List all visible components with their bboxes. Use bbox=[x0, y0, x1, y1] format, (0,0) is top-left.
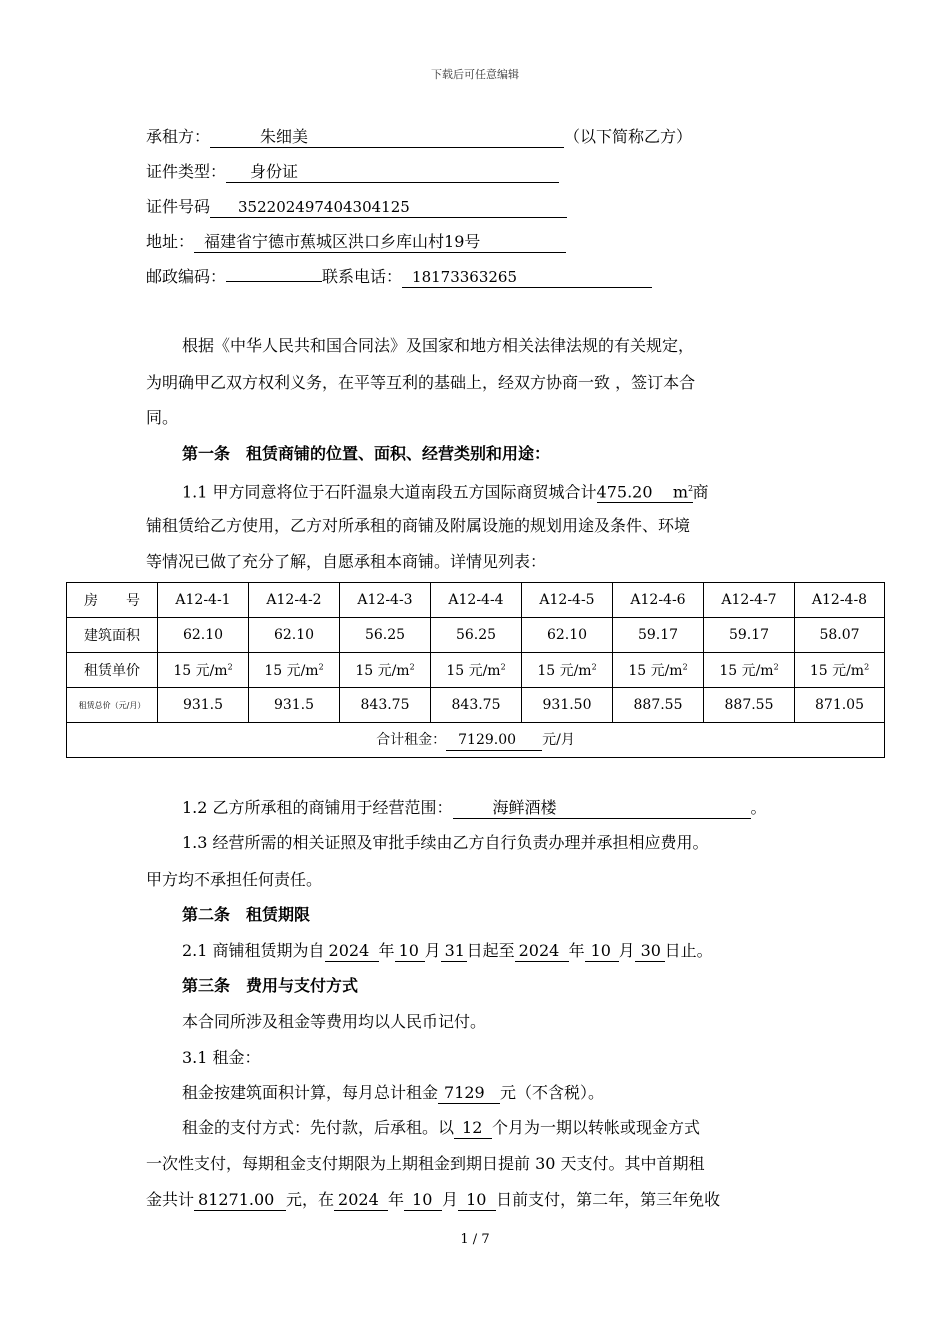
price-cell bbox=[613, 653, 704, 688]
tenant-name: 朱细美 bbox=[210, 127, 564, 148]
total-cell: 931.50 bbox=[522, 688, 613, 723]
article-1-2-tail: 。 bbox=[750, 798, 767, 817]
sum-value: 7129.00 bbox=[446, 730, 542, 751]
price-text: 15 元/m bbox=[537, 663, 592, 679]
area-total-value: 475.20 bbox=[596, 482, 653, 502]
price-sup: 2 bbox=[591, 662, 597, 672]
end-day: 30 bbox=[635, 941, 665, 962]
price-text: 15 元/m bbox=[264, 663, 319, 679]
price-cell bbox=[158, 653, 249, 688]
total-cell: 931.5 bbox=[158, 688, 249, 723]
area-cell: 56.25 bbox=[340, 618, 431, 653]
address-line bbox=[146, 231, 566, 253]
total-cell: 871.05 bbox=[795, 688, 885, 723]
first-total-mid: 元，在 bbox=[286, 1190, 335, 1209]
price-text: 15 元/m bbox=[355, 663, 410, 679]
area-unit-sup: 2 bbox=[688, 484, 694, 493]
month-char: 月 bbox=[618, 941, 635, 960]
area-total bbox=[597, 479, 693, 503]
contact-line bbox=[146, 266, 652, 288]
article-1-1-line-3: 等情况已做了充分了解，自愿承租本商铺。详情见列表： bbox=[146, 552, 547, 571]
area-cell: 59.17 bbox=[613, 618, 704, 653]
payment-text: 租金的支付方式：先付款，后承租。以 bbox=[182, 1118, 455, 1137]
tenant-label: 承租方： bbox=[146, 127, 211, 146]
term-mid: 日起至 bbox=[466, 941, 515, 960]
address-label: 地址： bbox=[146, 232, 195, 251]
id-no-line bbox=[146, 196, 567, 218]
price-sup: 2 bbox=[682, 662, 688, 672]
id-type-line bbox=[146, 161, 559, 183]
pay-month: 10 bbox=[404, 1190, 442, 1211]
page-header: 下载后可任意编辑 bbox=[431, 68, 519, 81]
month-char: 月 bbox=[424, 941, 441, 960]
month-char: 月 bbox=[442, 1190, 459, 1209]
area-unit: m bbox=[672, 482, 689, 502]
price-sup: 2 bbox=[227, 662, 233, 672]
article-2-title: 第二条 租赁期限 bbox=[182, 905, 311, 924]
area-cell: 62.10 bbox=[522, 618, 613, 653]
total-cell: 887.55 bbox=[704, 688, 795, 723]
article-1-title: 第一条 租赁商铺的位置、面积、经营类别和用途： bbox=[182, 444, 551, 463]
table-row-areas bbox=[67, 618, 885, 653]
total-cell: 887.55 bbox=[613, 688, 704, 723]
address-value: 福建省宁德市蕉城区洪口乡库山村19号 bbox=[194, 232, 566, 253]
room-cell: A12-4-6 bbox=[613, 583, 704, 618]
room-cell: A12-4-4 bbox=[431, 583, 522, 618]
price-text: 15 元/m bbox=[719, 663, 774, 679]
article-1-2 bbox=[182, 797, 767, 819]
room-cell: A12-4-5 bbox=[522, 583, 613, 618]
sum-unit: 元/月 bbox=[542, 732, 575, 748]
article-3-line-5: 一次性支付，每期租金支付期限为上期租金到期日提前 30 天支付。其中首期租 bbox=[146, 1154, 705, 1173]
monthly-rent: 7129 bbox=[438, 1083, 500, 1104]
price-cell bbox=[431, 653, 522, 688]
pay-year: 2024 bbox=[334, 1190, 388, 1211]
year-char: 年 bbox=[378, 941, 395, 960]
row-label-area: 建筑面积 bbox=[67, 618, 158, 653]
price-sup: 2 bbox=[864, 662, 870, 672]
price-text: 15 元/m bbox=[628, 663, 683, 679]
table-row-sum bbox=[67, 723, 885, 758]
price-cell bbox=[522, 653, 613, 688]
sum-label: 合计租金： bbox=[376, 732, 447, 748]
payment-tail: 个月为一期以转帐或现金方式 bbox=[492, 1118, 701, 1137]
article-1-1-text: 1.1 甲方同意将位于石阡温泉大道南段五方国际商贸城合计 bbox=[182, 482, 597, 502]
year-char: 年 bbox=[568, 941, 585, 960]
tenant-line bbox=[146, 126, 692, 148]
room-cell: A12-4-1 bbox=[158, 583, 249, 618]
row-label-room: 房 号 bbox=[67, 583, 158, 618]
total-cell: 843.75 bbox=[340, 688, 431, 723]
total-cell: 843.75 bbox=[431, 688, 522, 723]
table-row-prices bbox=[67, 653, 885, 688]
payment-months: 12 bbox=[454, 1118, 492, 1139]
article-1-1-tail: 商 bbox=[692, 482, 709, 502]
price-text: 15 元/m bbox=[809, 663, 865, 679]
row-label-total: 租赁总价（元/月） bbox=[67, 688, 158, 723]
pay-day: 10 bbox=[458, 1190, 496, 1211]
monthly-rent-text: 租金按建筑面积计算，每月总计租金 bbox=[182, 1083, 439, 1102]
id-no-value: 352202497404304125 bbox=[210, 197, 567, 218]
article-3-line-1: 本合同所涉及租金等费用均以人民币记付。 bbox=[182, 1012, 487, 1031]
row-label-price: 租赁单价 bbox=[67, 653, 158, 688]
article-1-3-line-2: 甲方均不承担任何责任。 bbox=[146, 870, 323, 889]
price-text: 15 元/m bbox=[446, 663, 501, 679]
start-day: 31 bbox=[441, 941, 467, 962]
price-sup: 2 bbox=[318, 662, 324, 672]
room-cell: A12-4-7 bbox=[704, 583, 795, 618]
table-row-totals bbox=[67, 688, 885, 723]
intro-line-1: 根据《中华人民共和国合同法》及国家和地方相关法律法规的有关规定， bbox=[182, 336, 695, 355]
business-scope: 海鲜酒楼 bbox=[453, 798, 751, 819]
term-text: 2.1 商铺租赁期为自 bbox=[182, 941, 325, 960]
id-type-label: 证件类型： bbox=[146, 162, 227, 181]
end-month: 10 bbox=[585, 941, 619, 962]
table-row-rooms bbox=[67, 583, 885, 618]
intro-line-2: 为明确甲乙双方权利义务，在平等互利的基础上，经双方协商一致 ，签订本合 bbox=[146, 373, 696, 392]
postcode-label: 邮政编码： bbox=[146, 267, 227, 286]
postcode-value bbox=[226, 281, 322, 282]
term-tail: 日止。 bbox=[664, 941, 713, 960]
price-cell bbox=[249, 653, 340, 688]
article-3-title: 第三条 费用与支付方式 bbox=[182, 976, 359, 995]
total-cell: 931.5 bbox=[249, 688, 340, 723]
price-cell bbox=[340, 653, 431, 688]
price-sup: 2 bbox=[773, 662, 779, 672]
room-cell: A12-4-2 bbox=[249, 583, 340, 618]
monthly-rent-tail: 元（不含税）。 bbox=[500, 1083, 605, 1102]
article-1-1-line-2: 铺租赁给乙方使用，乙方对所承租的商铺及附属设施的规划用途及条件、环境 bbox=[146, 516, 691, 535]
article-3-line-3 bbox=[182, 1082, 604, 1104]
price-sup: 2 bbox=[409, 662, 415, 672]
phone-label: 联系电话： bbox=[322, 267, 403, 286]
price-cell bbox=[795, 653, 885, 688]
article-1-1-line-1 bbox=[182, 479, 709, 503]
price-text: 15 元/m bbox=[173, 663, 228, 679]
start-year: 2024 bbox=[325, 941, 379, 962]
article-3-line-2: 3.1 租金： bbox=[182, 1048, 261, 1067]
room-cell: A12-4-8 bbox=[795, 583, 885, 618]
article-3-line-6 bbox=[146, 1189, 720, 1211]
first-total-text: 金共计 bbox=[146, 1190, 195, 1209]
page-number: 1 / 7 bbox=[460, 1232, 490, 1247]
first-total-tail: 日前支付，第二年，第三年免收 bbox=[496, 1190, 721, 1209]
end-year: 2024 bbox=[515, 941, 569, 962]
price-sup: 2 bbox=[500, 662, 506, 672]
id-no-label: 证件号码 bbox=[146, 197, 211, 216]
first-total: 81271.00 bbox=[194, 1190, 286, 1211]
article-2-1 bbox=[182, 940, 713, 962]
area-cell: 58.07 bbox=[795, 618, 885, 653]
article-3-line-4 bbox=[182, 1117, 700, 1139]
article-1-3-line-1: 1.3 经营所需的相关证照及审批手续由乙方自行负责办理并承担相应费用。 bbox=[182, 833, 709, 852]
shop-table bbox=[66, 582, 885, 758]
room-cell: A12-4-3 bbox=[340, 583, 431, 618]
area-cell: 62.10 bbox=[158, 618, 249, 653]
area-cell: 56.25 bbox=[431, 618, 522, 653]
start-month: 10 bbox=[395, 941, 425, 962]
intro-line-3: 同。 bbox=[146, 408, 179, 427]
area-cell: 62.10 bbox=[249, 618, 340, 653]
id-type-value: 身份证 bbox=[226, 162, 559, 183]
tenant-note: （以下简称乙方） bbox=[564, 127, 693, 146]
article-1-2-text: 1.2 乙方所承租的商铺用于经营范围： bbox=[182, 798, 453, 817]
year-char: 年 bbox=[388, 1190, 405, 1209]
sum-cell bbox=[67, 723, 885, 758]
area-cell: 59.17 bbox=[704, 618, 795, 653]
phone-value: 18173363265 bbox=[402, 267, 652, 288]
price-cell bbox=[704, 653, 795, 688]
